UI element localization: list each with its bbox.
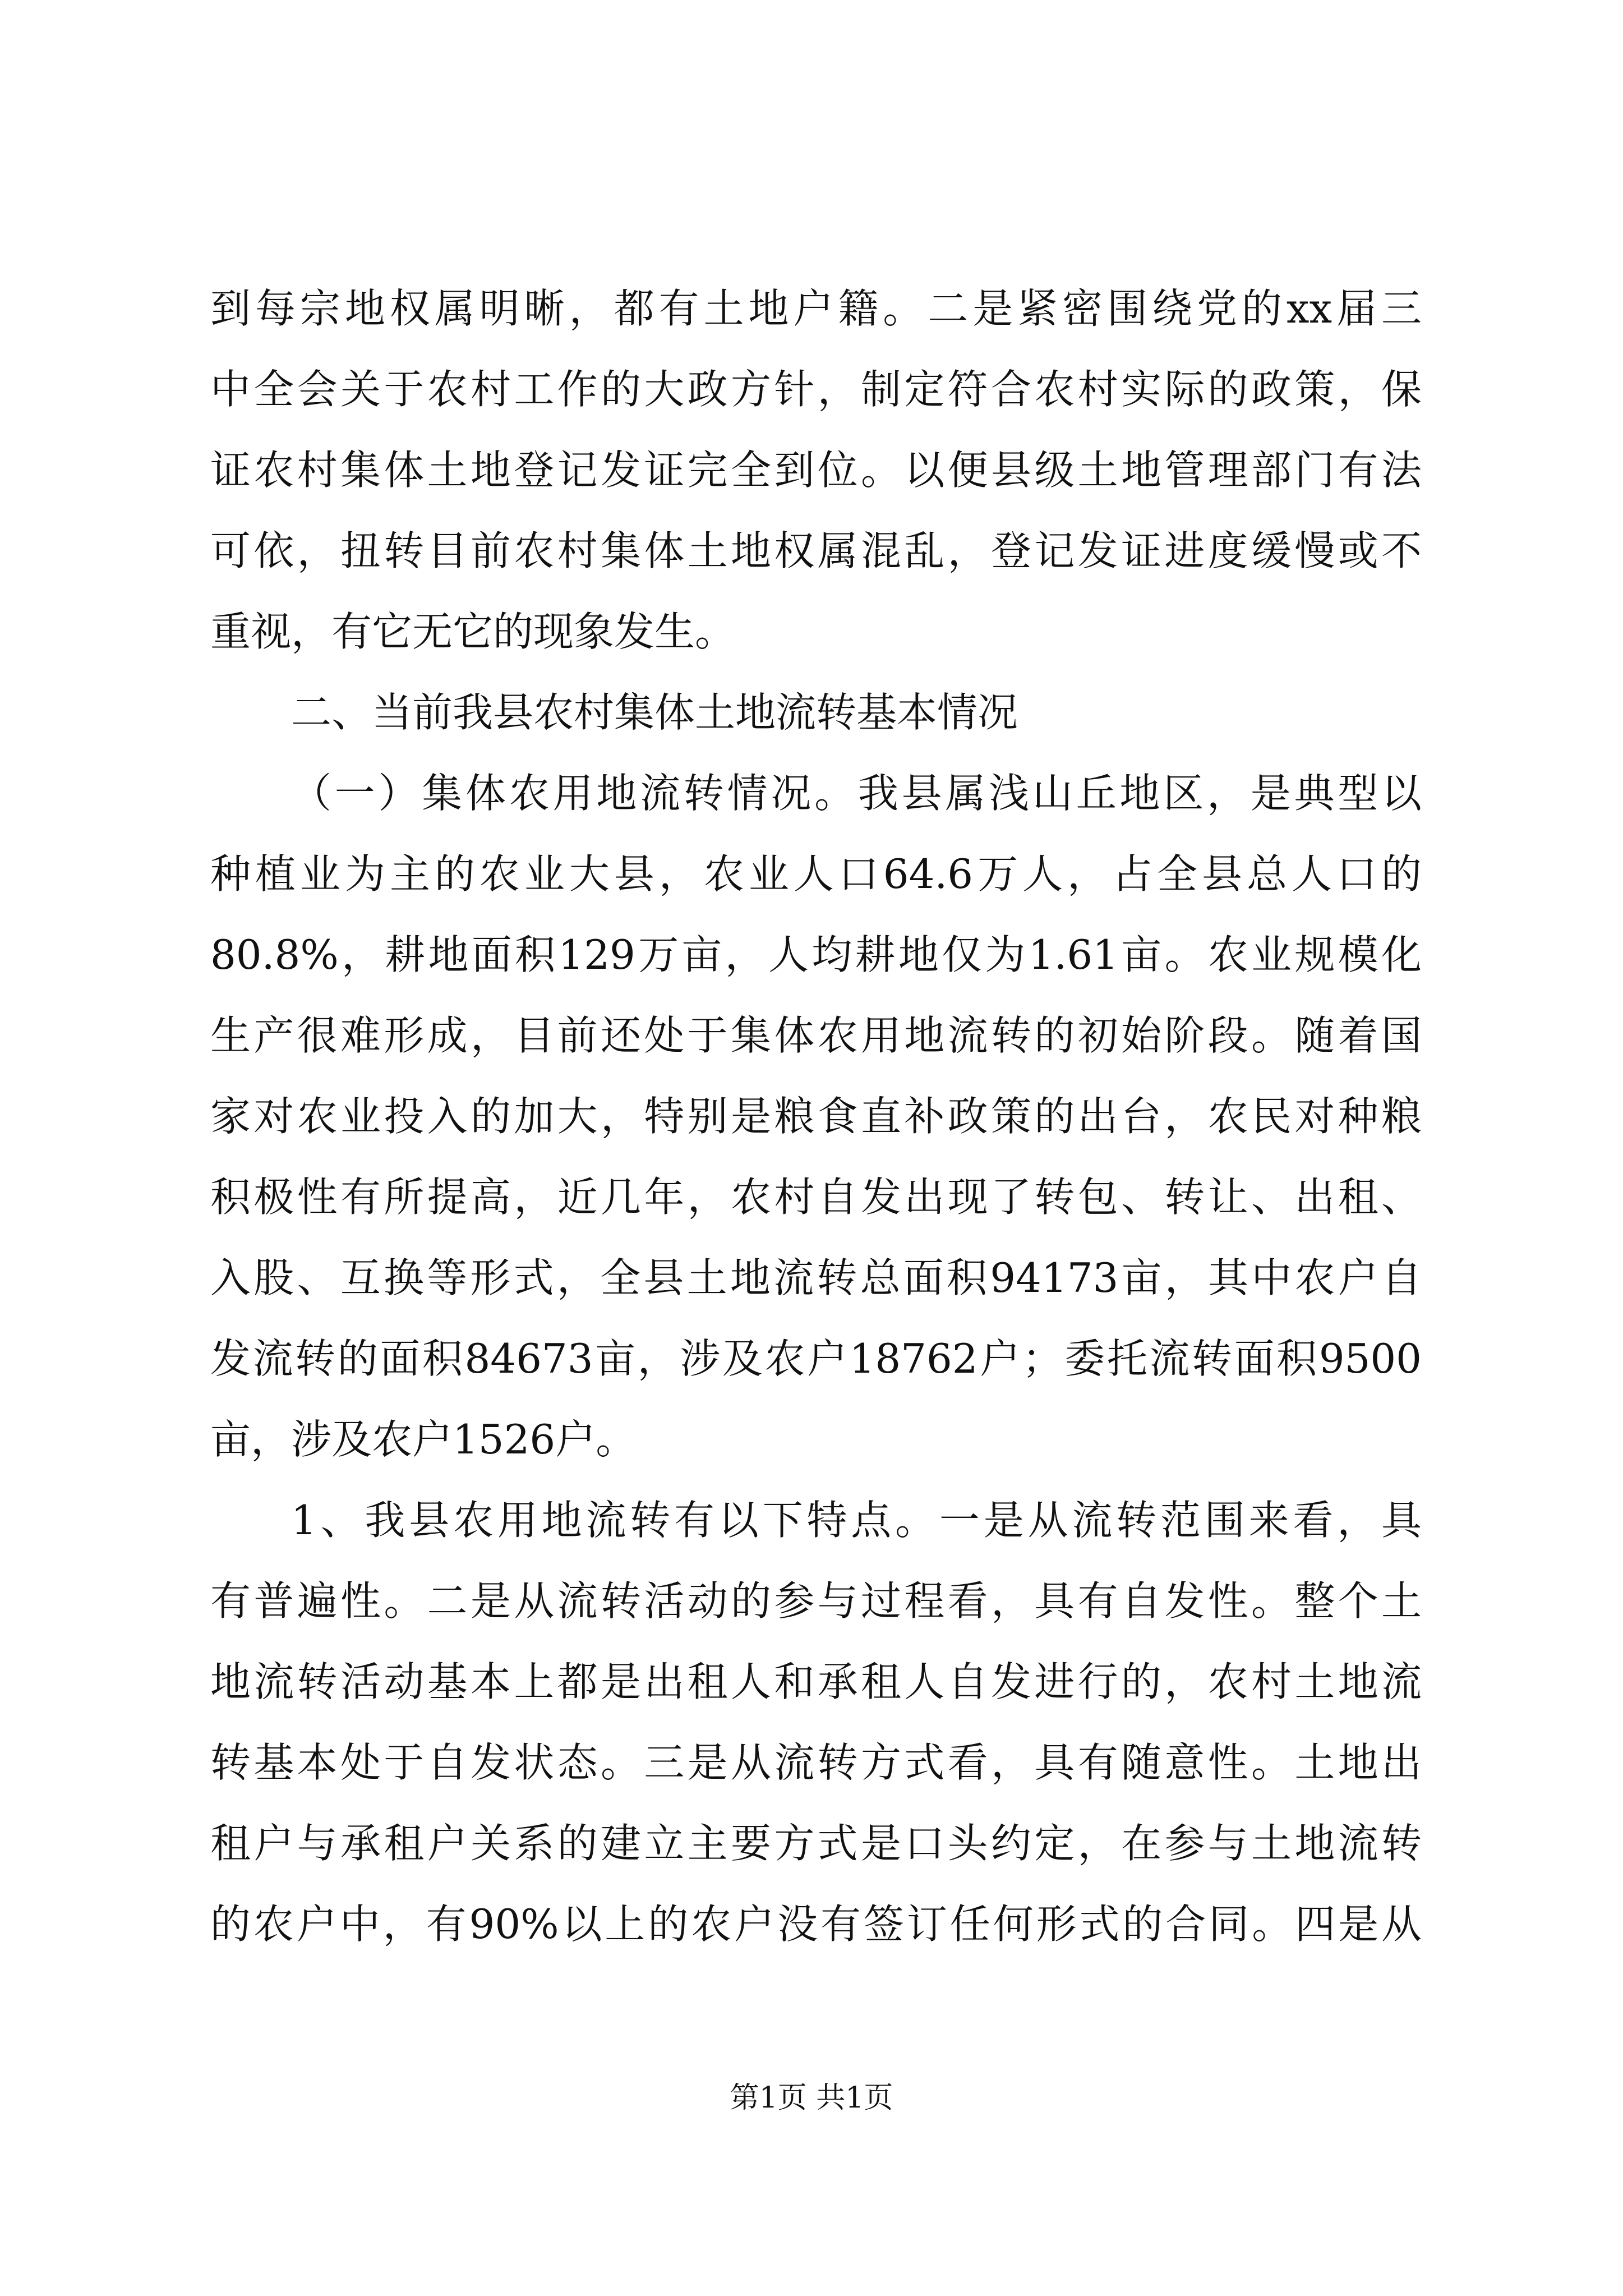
section-heading: 二、当前我县农村集体土地流转基本情况 [291, 689, 1018, 736]
page-number-label: 第1页 共1页 [730, 2081, 893, 2115]
text-line: （一）集体农用地流转情况。我县属浅山丘地区，是典型以 [291, 770, 1422, 817]
text-line: 证农村集体土地登记发证完全到位。以便县级土地管理部门有法 [210, 447, 1422, 494]
text-line: 转基本处于自发状态。三是从流转方式看，具有随意性。土地出 [210, 1739, 1422, 1786]
text-line: 80.8%，耕地面积129万亩，人均耕地仅为1.61亩。农业规模化 [210, 931, 1422, 978]
text-line: 生产很难形成，目前还处于集体农用地流转的初始阶段。随着国 [210, 1012, 1422, 1059]
text-line: 的农户中，有90%以上的农户没有签订任何形式的合同。四是从 [210, 1901, 1422, 1948]
page-footer [0, 2076, 1623, 2120]
text-line: 地流转活动基本上都是出租人和承租人自发进行的，农村土地流 [210, 1658, 1422, 1705]
text-line: 租户与承租户关系的建立主要方式是口头约定，在参与土地流转 [210, 1820, 1422, 1867]
text-line: 入股、互换等形式，全县土地流转总面积94173亩，其中农户自 [210, 1254, 1422, 1301]
text-line: 发流转的面积84673亩，涉及农户18762户；委托流转面积9500 [210, 1335, 1422, 1382]
body-text [210, 268, 1422, 1964]
text-line: 重视，有它无它的现象发生。 [210, 608, 736, 655]
text-line: 可依，扭转目前农村集体土地权属混乱，登记发证进度缓慢或不 [210, 527, 1422, 574]
text-line: 1、我县农用地流转有以下特点。一是从流转范围来看，具 [291, 1497, 1422, 1544]
text-line: 中全会关于农村工作的大政方针，制定符合农村实际的政策，保 [210, 366, 1422, 413]
text-line: 有普遍性。二是从流转活动的参与过程看，具有自发性。整个土 [210, 1577, 1422, 1625]
text-line: 亩，涉及农户1526户。 [210, 1416, 637, 1463]
text-line: 种植业为主的农业大县，农业人口64.6万人，占全县总人口的 [210, 850, 1422, 898]
text-line: 到每宗地权属明晰，都有土地户籍。二是紧密围绕党的xx届三 [210, 285, 1422, 332]
text-line: 积极性有所提高，近几年，农村自发出现了转包、转让、出租、 [210, 1174, 1422, 1221]
text-line: 家对农业投入的加大，特别是粮食直补政策的出台，农民对种粮 [210, 1093, 1422, 1140]
